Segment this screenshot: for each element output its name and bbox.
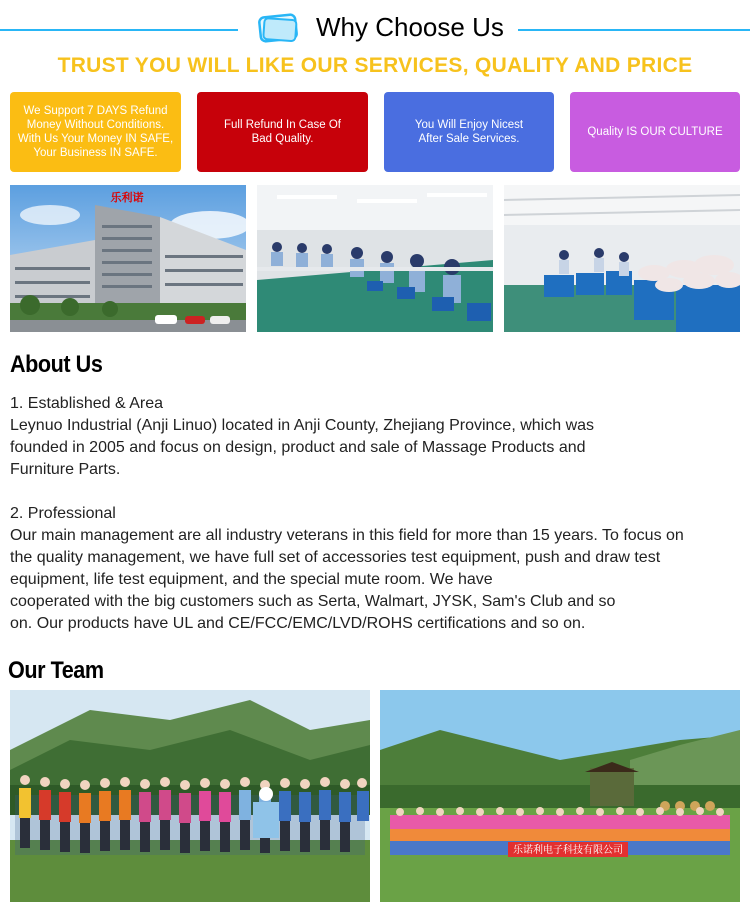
- team-photo-forest: [10, 690, 370, 902]
- card-refund-7days: [10, 92, 181, 172]
- header-line-right: [518, 29, 750, 31]
- team-heading: Our Team: [8, 657, 104, 684]
- tagline: TRUST YOU WILL LIKE OUR SERVICES, QUALITY AND PRICE: [57, 54, 693, 77]
- about-line: Our main management are all industry veterans in this field for more than 15 years. To focus on: [10, 527, 684, 544]
- warehouse-photo: [504, 185, 740, 332]
- about-line: the quality management, we have full set of accessories test equipment, push and draw test: [10, 549, 661, 566]
- card-quality-culture: [570, 92, 740, 172]
- card-text: You Will Enjoy Nicest After Sale Services.: [414, 119, 524, 145]
- about-heading: About Us: [10, 351, 103, 378]
- about-line: 2. Professional: [10, 505, 116, 522]
- card-full-refund: [197, 92, 368, 172]
- about-line: equipment, life test equipment, and the special mute room. We have: [10, 571, 493, 588]
- cards-logo-icon: [254, 12, 302, 44]
- card-after-sale: [384, 92, 554, 172]
- team-banner: 乐诺利电子科技有限公司: [513, 845, 623, 856]
- assembly-workshop-photo: [257, 185, 493, 332]
- team-photo-field: [380, 690, 740, 902]
- page-title: Why Choose Us: [316, 12, 504, 42]
- about-line: Leynuo Industrial (Anji Linuo) located in Anji County, Zhejiang Province, which was: [10, 417, 595, 434]
- office-building-photo: [10, 185, 246, 332]
- header-line-left: [0, 29, 238, 31]
- about-line: cooperated with the big customers such as Serta, Walmart, JYSK, Sam's Club and so: [10, 593, 616, 610]
- building-sign: 乐利诺: [110, 191, 144, 204]
- card-text: We Support 7 DAYS Refund Money Without Conditions. With Us Your Money IN SAFE, Your Business IN SAFE.: [17, 105, 174, 159]
- about-line: Furniture Parts.: [10, 461, 121, 478]
- about-line: 1. Established & Area: [10, 395, 163, 412]
- card-text: Full Refund In Case Of Bad Quality.: [224, 119, 341, 145]
- about-line: founded in 2005 and focus on design, product and sale of Massage Products and: [10, 439, 586, 456]
- card-text: Quality IS OUR CULTURE: [587, 126, 723, 138]
- about-line: on. Our products have UL and CE/FCC/EMC/LVD/ROHS certifications and so on.: [10, 615, 586, 632]
